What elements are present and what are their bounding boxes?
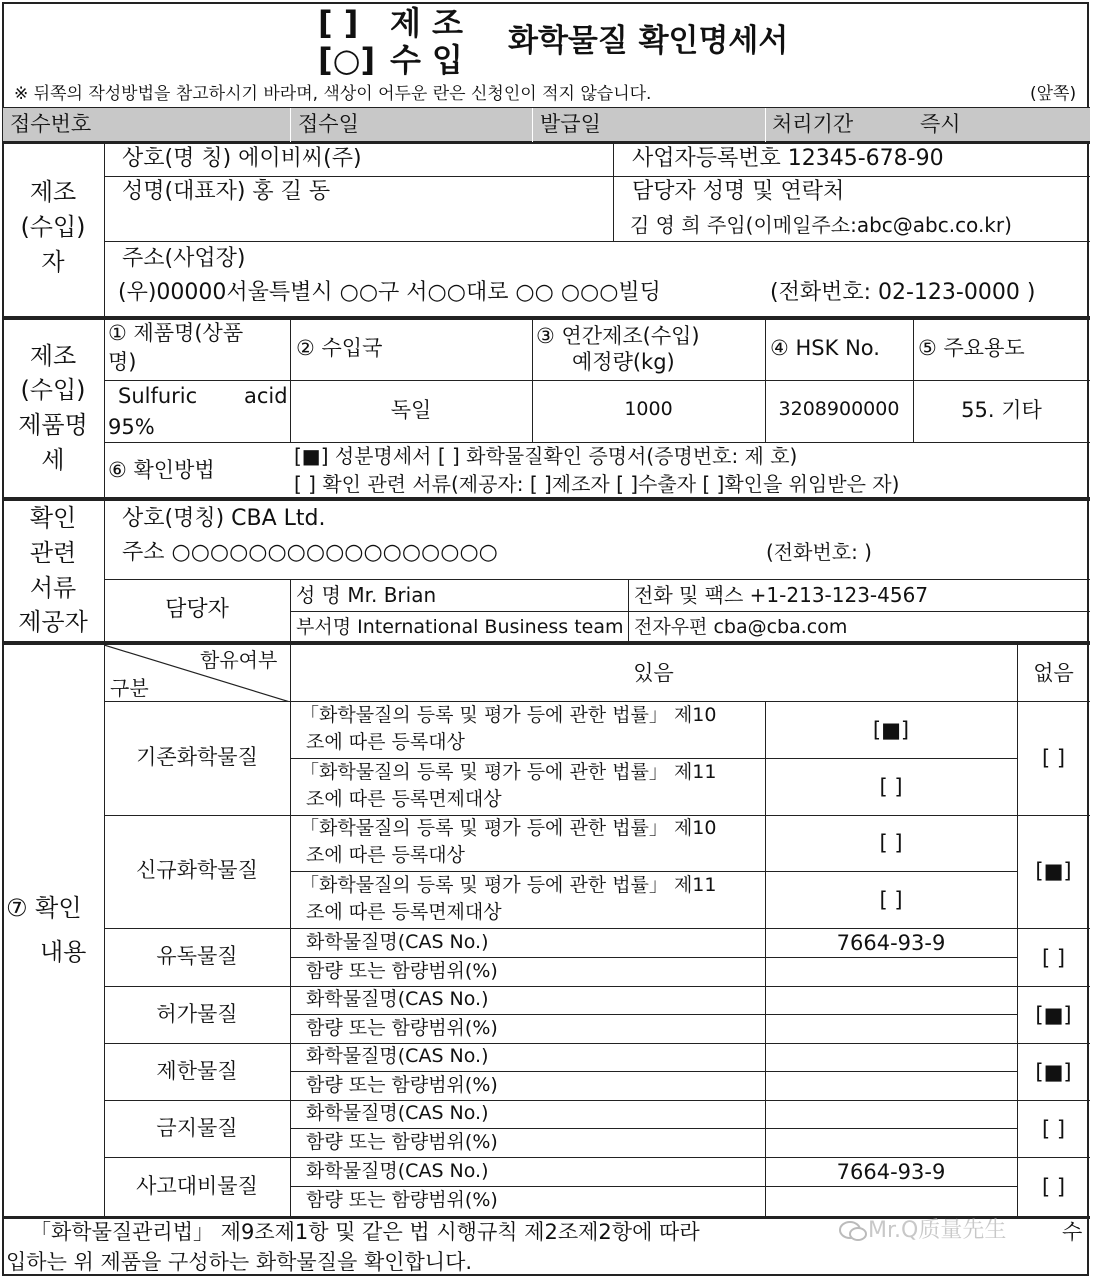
new-none-mark: [■] (1035, 859, 1072, 883)
law10-text-a-2: 「화학물질의 등록 및 평가 등에 관한 법률」 제10 (300, 817, 717, 839)
product-label-3: 제품명 (18, 411, 88, 439)
method-label: ⑥ 확인방법 (108, 458, 215, 482)
issue-date: 발급일 (540, 112, 601, 136)
contact-label: 담당자 성명 및 연락처 (632, 179, 845, 204)
method-line-1: [■] 성분명세서 [ ] 화학물질확인 증명서(증명번호: 제 호) (294, 444, 798, 468)
manufacture-label: 제 조 (390, 4, 463, 42)
processing-period-value: 즉시 (920, 112, 961, 136)
row-new-name: 신규화학물질 (136, 858, 258, 882)
toxic-content-label: 함량 또는 함량범위(%) (306, 960, 498, 982)
confirm-label-1: ⑦ 확인 (6, 894, 82, 922)
product-label-2: (수입) (20, 376, 86, 404)
accident-content-label: 함량 또는 함량범위(%) (306, 1189, 498, 1211)
row-prohibited-name: 금지물질 (156, 1116, 238, 1140)
manufacturer-label-2: (수입) (20, 213, 86, 241)
method-line-2: [ ] 확인 관련 서류(제공자: [ ]제조자 [ ]수출자 [ ]확인을 위임받은 자) (294, 472, 900, 496)
watermark-logo-icon (838, 1218, 868, 1244)
document-title: 화학물질 확인명세서 (508, 23, 789, 59)
provider-name: 성 명 Mr. Brian (296, 583, 437, 607)
page-side: (앞쪽) (1030, 84, 1077, 104)
restricted-none-mark: [■] (1035, 1060, 1072, 1084)
manufacturer-label-3: 자 (41, 248, 65, 276)
toxic-none-mark: [ ] (1041, 946, 1066, 970)
footer-line-2: 입하는 위 제품을 구성하는 화학물질을 확인합니다. (6, 1250, 473, 1274)
manufacture-checkbox: [ ] (318, 4, 359, 42)
header-category: 구분 (110, 676, 149, 700)
provider-address: 주소 ○○○○○○○○○○○○○○○○○ (122, 540, 498, 565)
col-product-name-2: 명) (108, 350, 137, 374)
col-annual-qty-1: ③ 연간제조(수입) (536, 324, 700, 348)
restricted-content-label: 함량 또는 함량범위(%) (306, 1074, 498, 1096)
processing-period-label: 처리기간 (772, 112, 854, 136)
existing-none-mark: [ ] (1041, 746, 1066, 770)
provider-label-2: 관련 (29, 539, 77, 567)
address-label: 주소(사업장) (122, 246, 246, 271)
law10-text-a: 「화학물질의 등록 및 평가 등에 관한 법률」 제10 (300, 704, 717, 726)
permit-content-label: 함량 또는 함량범위(%) (306, 1017, 498, 1039)
import-checkbox: [○] (318, 41, 376, 79)
law11-text-a: 「화학물질의 등록 및 평가 등에 관한 법률」 제11 (300, 761, 717, 783)
col-annual-qty-2: 예정량(kg) (572, 350, 675, 374)
col-hsk: ④ HSK No. (770, 336, 880, 360)
law10-text-b: 조에 따른 등록대상 (306, 731, 465, 753)
product-name-a: Sulfuric (118, 384, 198, 408)
provider-label-3: 서류 (29, 574, 77, 602)
provider-dept: 부서명 International Business team (296, 616, 624, 638)
toxic-cas: 7664-93-9 (836, 931, 946, 955)
col-import-country: ② 수입국 (296, 336, 383, 360)
phone: (전화번호: 02-123-0000 ) (770, 280, 1036, 305)
manufacturer-label-1: 제조 (29, 178, 77, 206)
header-note: ※ 뒤쪽의 작성방법을 참고하시기 바라며, 색상이 어두운 란은 신청인이 적지 않습니다. (14, 84, 652, 104)
existing-law10-mark: [■] (872, 718, 910, 742)
header-yes: 있음 (633, 661, 674, 685)
provider-tel: 전화 및 팩스 +1-213-123-4567 (634, 583, 929, 607)
watermark: Mr.Q质量先生 (868, 1218, 1007, 1243)
main-use: 55. 기타 (961, 398, 1042, 422)
law11-text-b-2: 조에 따른 등록면제대상 (306, 901, 502, 923)
provider-email: 전자우편 cba@cba.com (634, 616, 848, 638)
toxic-cas-label: 화학물질명(CAS No.) (306, 931, 489, 953)
col-main-use: ⑤ 주요용도 (918, 336, 1025, 360)
accident-none-mark: [ ] (1041, 1175, 1066, 1199)
confirm-label-2: 내용 (40, 938, 87, 966)
footer-line-1-tail: 수 (1062, 1220, 1083, 1244)
col-product-name-1: ① 제품명(상품 (108, 321, 244, 345)
provider-label-4: 제공자 (18, 608, 88, 636)
restricted-cas-label: 화학물질명(CAS No.) (306, 1045, 489, 1067)
hsk-number: 3208900000 (778, 398, 900, 420)
footer-line-1: 「화학물질관리법」 제9조제1항 및 같은 법 시행규칙 제2조제2항에 따라 (30, 1220, 700, 1244)
product-name-c: 95% (108, 415, 155, 439)
address: (우)00000서울특별시 ○○구 서○○대로 ○○ ○○○빌딩 (118, 280, 661, 305)
accident-cas: 7664-93-9 (836, 1160, 946, 1184)
provider-person-label: 담당자 (165, 597, 229, 622)
permit-cas-label: 화학물질명(CAS No.) (306, 988, 489, 1010)
new-law10-mark: [ ] (879, 831, 903, 855)
receipt-number: 접수번호 (10, 112, 92, 136)
row-permit-name: 허가물질 (156, 1002, 238, 1026)
row-accident-name: 사고대비물질 (136, 1174, 258, 1198)
annual-qty: 1000 (624, 398, 673, 420)
product-label-4: 세 (41, 446, 65, 474)
header-no: 없음 (1033, 661, 1074, 685)
existing-law11-mark: [ ] (879, 775, 903, 799)
prohibited-none-mark: [ ] (1041, 1117, 1066, 1141)
row-restricted-name: 제한물질 (156, 1059, 238, 1083)
product-label-1: 제조 (29, 342, 77, 370)
permit-none-mark: [■] (1035, 1003, 1072, 1027)
company-name: 상호(명 칭) 에이비씨(주) (122, 146, 362, 171)
prohibited-cas-label: 화학물질명(CAS No.) (306, 1102, 489, 1124)
law10-text-b-2: 조에 따른 등록대상 (306, 844, 465, 866)
law11-text-b: 조에 따른 등록면제대상 (306, 788, 502, 810)
receipt-date: 접수일 (298, 112, 359, 136)
law11-text-a-2: 「화학물질의 등록 및 평가 등에 관한 법률」 제11 (300, 874, 717, 896)
import-label: 수 입 (390, 41, 463, 79)
provider-company: 상호(명칭) CBA Ltd. (122, 506, 326, 531)
provider-phone: (전화번호: ) (766, 540, 872, 564)
row-existing-name: 기존화학물질 (136, 745, 258, 769)
prohibited-content-label: 함량 또는 함량범위(%) (306, 1131, 498, 1153)
import-country: 독일 (390, 398, 432, 422)
accident-cas-label: 화학물질명(CAS No.) (306, 1160, 489, 1182)
new-law11-mark: [ ] (879, 888, 903, 912)
business-reg-number: 사업자등록번호 12345-678-90 (632, 146, 944, 171)
row-toxic-name: 유독물질 (156, 944, 238, 968)
header-contain-status: 함유여부 (200, 648, 278, 672)
provider-label-1: 확인 (29, 504, 77, 532)
representative: 성명(대표자) 홍 길 동 (122, 179, 331, 204)
product-name-b: acid (244, 384, 288, 408)
contact-value: 김 영 희 주임(이메일주소:abc@abc.co.kr) (630, 213, 1012, 237)
